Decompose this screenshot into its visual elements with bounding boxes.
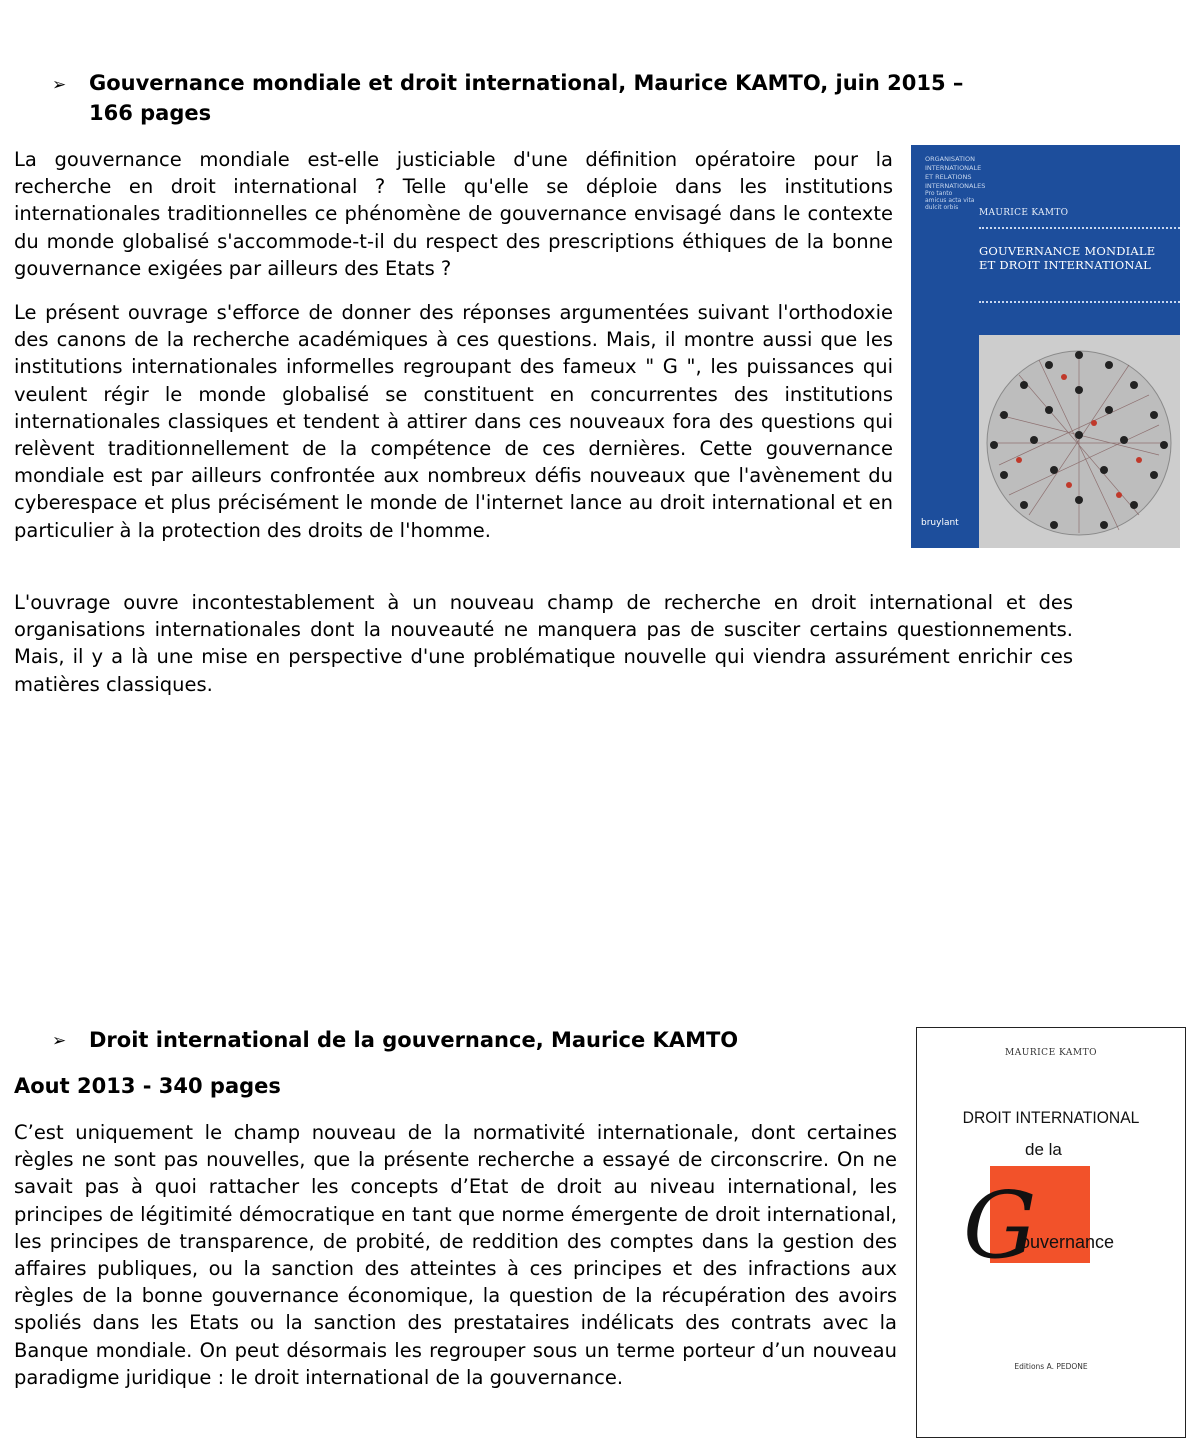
cover-divider [979,227,1180,229]
cover-title-line2: de la [1025,1140,1062,1159]
section2-title: Droit international de la gouvernance, Maurice KAMTO [89,1028,739,1052]
cover-author: MAURICE KAMTO [1005,1048,1097,1058]
cover-title-line1: GOUVERNANCE MONDIALE [979,244,1156,258]
bullet-arrow-icon: ➢ [52,1031,67,1051]
cover-title-initial: G [963,1172,1037,1279]
section2-paragraph: C’est uniquement le champ nouveau de la normativité internationale, dont certaines règles ne sont pas nouvelles, que la présente recherche a essayé de circonscrire. On ne savait pas à quoi rattacher les concepts d’Etat de droit au niveau international, les principes de légitimité démocratique en tant que norme émergente de droit international, les principes de transparence, de probité, de reddition des comptes dans la gestion des affaires publiques, ou la sanction des atteintes à ces principes et des infractions aux règles de la bonne gouvernance économique, la question de la récupération des avoirs spoliés dans les Etats ou la sanction des prestataires indélicats des contrats avec la Banque mondiale. On peut désormais les regrouper sous un terme porteur d’un nouveau paradigme juridique : le droit international de la gouvernance. [14,1121,897,1389]
cover-title-line2: ET DROIT INTERNATIONAL [979,258,1152,272]
section1-title-line1: Gouvernance mondiale et droit international, Maurice KAMTO, juin 2015 – [89,71,964,95]
cover-title-rest: ouvernance [1020,1232,1115,1252]
cover-author: MAURICE KAMTO [979,208,1069,218]
section1-paragraph-1: La gouvernance mondiale est-elle justiciable d'une définition opératoire pour la recherche en droit international ? Telle qu'elle se déploie dans les institutions internationales traditionnelles ce phénomène de gouvernance envisagé dans le contexte du monde globalisé s'accommode-t-il du respect des prescriptions éthiques de la bonne gouvernance exigées par ailleurs des Etats ? [14,148,893,280]
cover-series-motto: Pro tanto amicus acta vita dulcit orbis [925,190,975,211]
section1-title-line2: 166 pages [89,101,212,125]
cover-series-label: ORGANISATION INTERNATIONALE ET RELATIONS INTERNATIONALES [925,155,986,190]
cover-divider [979,301,1180,303]
section1-paragraph-3: L'ouvrage ouvre incontestablement à un nouveau champ de recherche en droit international et des organisations internationales dont la nouveauté ne manquera pas de susciter certains questionnements. Mais, il y a là une mise en perspective d'une problématique nouvelle qui viendra assurément enrichir ces matières classiques. [14,591,1073,696]
section2-subtitle: Aout 2013 - 340 pages [14,1074,281,1098]
cover-publisher: Editions A. PEDONE [1014,1362,1088,1371]
network-globe-image [979,335,1180,548]
book-cover-droit-international-gouvernance [916,1027,1186,1438]
section1-paragraph-2: Le présent ouvrage s'efforce de donner des réponses argumentées suivant l'orthodoxie des canons de la recherche académiques à ces questions. Mais, il montre aussi que les institutions internationales informelles regroupant des fameux " G ", les puissances qui veulent régir le monde globalisé se constituent en concurrentes des institutions internationales classiques et tendent à attirer dans ces nouveaux fora des questions qui relèvent traditionnellement de la compétence de ces dernières. Cette gouvernance mondiale est par ailleurs confrontée aux nombreux défis nouveaux que l'avènement du cyberespace et plus précisément le monde de l'internet lance au droit international et en particulier à la protection des droits de l'homme. [14,301,893,542]
book-cover-gouvernance-mondiale [911,145,1180,548]
bullet-arrow-icon: ➢ [52,75,67,95]
cover-publisher: bruylant [921,518,959,528]
cover-title-line1: DROIT INTERNATIONAL [962,1108,1140,1127]
